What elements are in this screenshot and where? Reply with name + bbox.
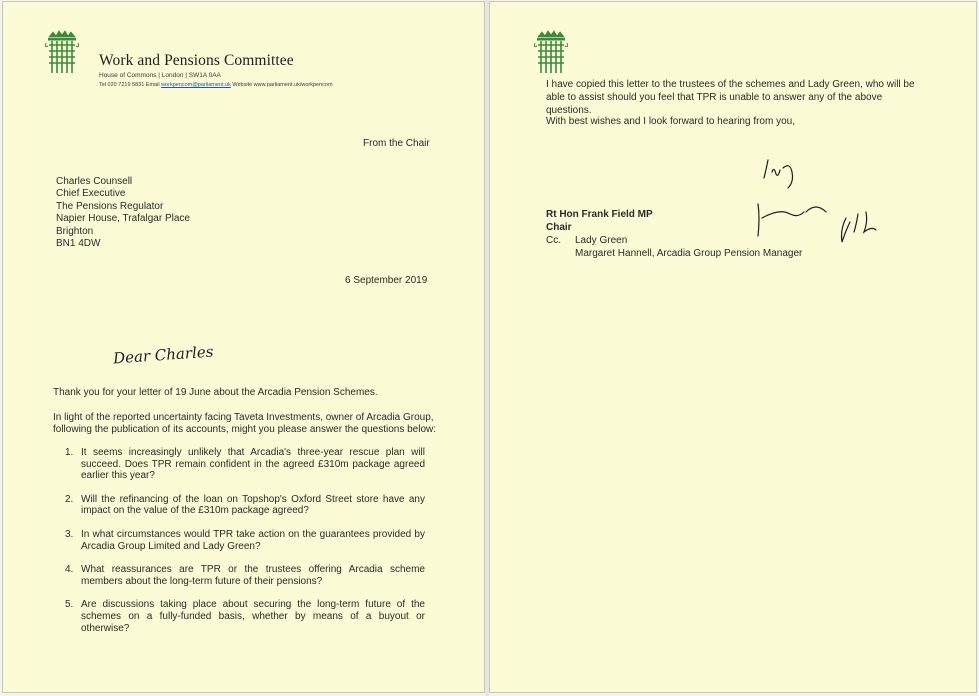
paragraph-line: following the publication of its accounts, might you please answer the questions below:	[53, 424, 437, 436]
paragraph-copied: I have copied this letter to the trustees of the schemes and Lady Green, who will be able to assist should you feel that TPR is unable to answer any of the above questions.	[546, 79, 915, 116]
question-number: 2.	[65, 493, 74, 505]
question-item	[55, 529, 425, 552]
paragraph-thank-you: Thank you for your letter of 19 June about the Arcadia Pension Schemes.	[53, 387, 378, 398]
address-line: Charles Counsell	[56, 176, 133, 187]
handwritten-salutation: Dear Charles	[112, 342, 214, 368]
cc-recipient: Lady Green	[575, 235, 628, 246]
from-the-chair: From the Chair	[363, 138, 430, 149]
question-text: Are discussions taking place about securing the long-term future of the schemes on a fully-funded basis, whether by means of a buyout or otherwise?	[81, 599, 425, 634]
question-item	[55, 494, 425, 517]
signatory-name: Rt Hon Frank Field MP	[546, 209, 653, 220]
question-number: 5.	[65, 599, 74, 611]
paragraph-questions-intro	[53, 412, 436, 437]
recipient-address	[56, 176, 190, 250]
handwritten-signature	[750, 142, 900, 252]
question-text: In what circumstances would TPR take action on the guarantees provided by Arcadia Group Limited and Lady Green?	[81, 528, 425, 552]
contact-suffix: Website www.parliament.uk/workpencom	[230, 82, 333, 88]
address-line: The Pensions Regulator	[56, 200, 164, 212]
cc-label: Cc.	[546, 235, 561, 246]
question-text: What reassurances are TPR or the trustees offering Arcadia scheme members about the long-term future of their pensions?	[81, 564, 425, 587]
paragraph-closing: With best wishes and I look forward to hearing from you,	[546, 116, 796, 127]
question-number: 3.	[65, 528, 74, 540]
question-item	[55, 564, 425, 587]
portcullis-crest-icon	[45, 30, 79, 74]
contact-email-link[interactable]: workpencom@parliament.uk	[161, 82, 231, 88]
letter-page-2	[489, 1, 977, 693]
question-number: 1.	[65, 447, 74, 458]
question-item	[55, 447, 425, 482]
address-line: Napier House, Trafalgar Place	[56, 213, 190, 225]
address-line: BN1 4DW	[56, 237, 101, 249]
committee-address: House of Commons | London | SW1A 0AA	[99, 72, 221, 79]
address-line: Brighton	[56, 225, 94, 237]
letter-date: 6 September 2019	[345, 275, 428, 286]
question-number: 4.	[65, 564, 74, 576]
signatory-role: Chair	[546, 222, 572, 233]
question-text: It seems increasingly unlikely that Arcadia's three-year rescue plan will succeed. Does TPR remain confident in the agreed £310m package agreed earlier this year?	[81, 447, 425, 482]
address-line: Chief Executive	[56, 188, 126, 200]
letter-page-1	[2, 1, 485, 693]
portcullis-crest-icon	[534, 30, 568, 74]
paragraph-line: In light of the reported uncertainty facing Taveta Investments, owner of Arcadia Group,	[53, 412, 434, 423]
committee-name: Work and Pensions Committee	[99, 52, 294, 69]
questions-list	[55, 447, 425, 646]
cc-recipient: Margaret Hannell, Arcadia Group Pension Manager	[575, 248, 803, 259]
committee-contact	[99, 82, 333, 88]
contact-prefix: Tel 020 7219 5831 Email	[99, 82, 162, 88]
question-text: Will the refinancing of the loan on Topshop's Oxford Street store have any impact on the value of the £310m package agreed?	[81, 493, 425, 517]
question-item	[55, 599, 425, 634]
